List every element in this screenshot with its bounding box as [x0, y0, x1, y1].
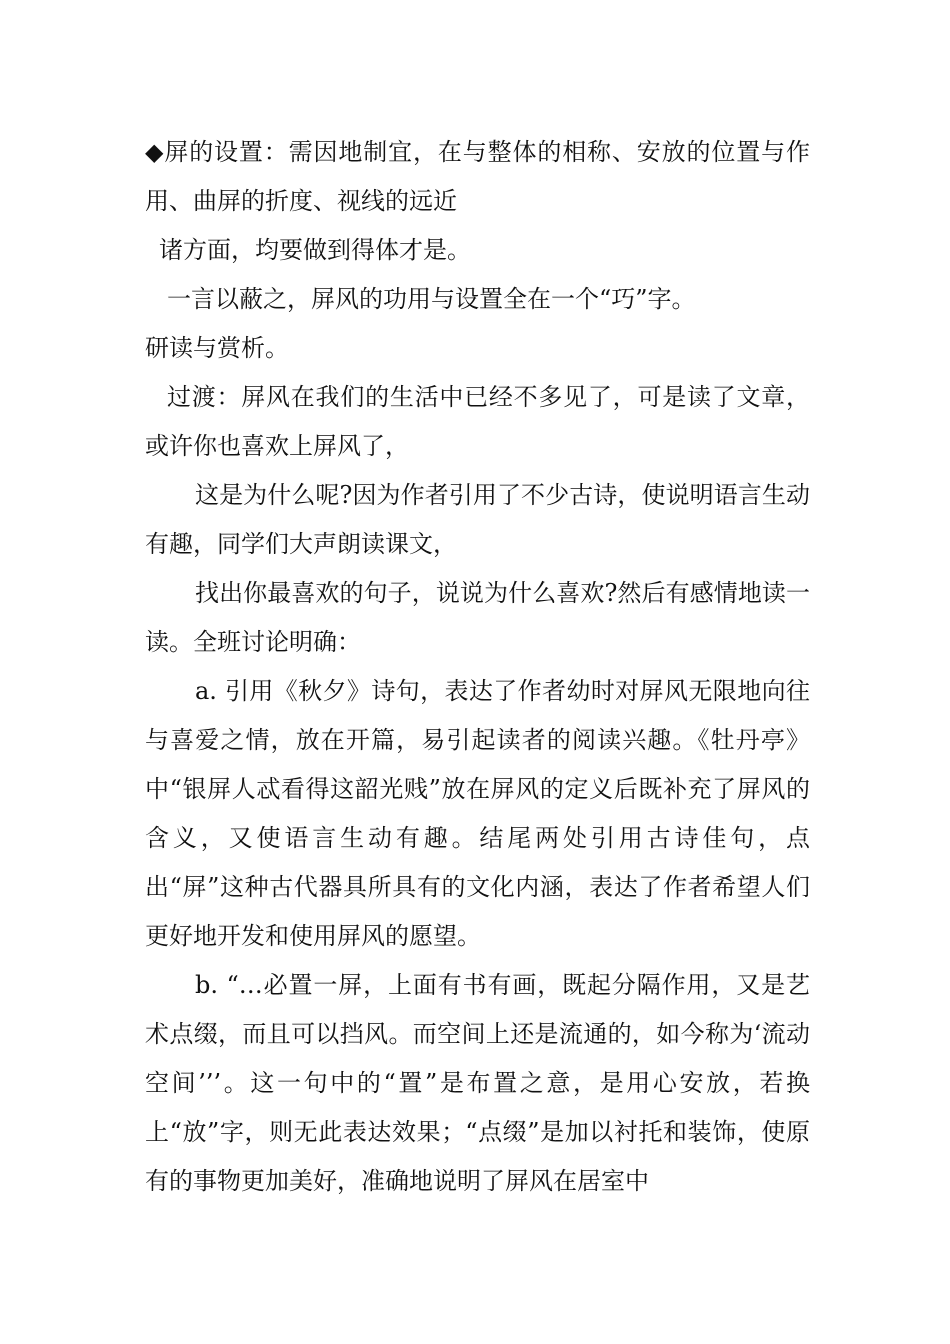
document-page: [145, 128, 810, 1206]
paragraph-screen-setting-continued: 诸方面，均要做到得体才是。: [159, 236, 471, 264]
paragraph-point-b: b. “…必置一屏，上面有书有画，既起分隔作用，又是艺术点缀，而且可以挡风。而空间上还是流通的，如今称为‘流动空间’’’。这一句中的“置”是布置之意，是用心安放，若换上“放”字，则无此表达效果；“点缀”是加以衬托和装饰，使原有的事物更加美好，准确地说明了屏风在居室中: [145, 971, 810, 1195]
paragraph-task: 找出你最喜欢的句子，说说为什么喜欢?然后有感情地读一读。全班讨论明确：: [145, 579, 810, 656]
paragraph-transition: 过渡：屏风在我们的生活中已经不多见了，可是读了文章，或许你也喜欢上屏风了，: [145, 383, 810, 460]
paragraph-summary: 一言以蔽之，屏风的功用与设置全在一个“巧”字。: [167, 285, 696, 313]
paragraph-screen-setting: ◆屏的设置：需因地制宜，在与整体的相称、安放的位置与作用、曲屏的折度、视线的远近: [145, 138, 810, 215]
paragraph-question: 这是为什么呢?因为作者引用了不少古诗，使说明语言生动有趣，同学们大声朗读课文，: [145, 481, 810, 558]
paragraph-point-a: a. 引用《秋夕》诗句，表达了作者幼时对屏风无限地向往与喜爱之情，放在开篇，易引起读者的阅读兴趣。《牡丹亭》中“银屏人忒看得这韶光贱”放在屏风的定义后既补充了屏风的含义，又使语言生动有趣。结尾两处引用古诗佳句，点出“屏”这种古代器具所具有的文化内涵，表达了作者希望人们更好地开发和使用屏风的愿望。: [145, 677, 810, 950]
section-heading-reading: 研读与赏析。: [145, 334, 289, 362]
